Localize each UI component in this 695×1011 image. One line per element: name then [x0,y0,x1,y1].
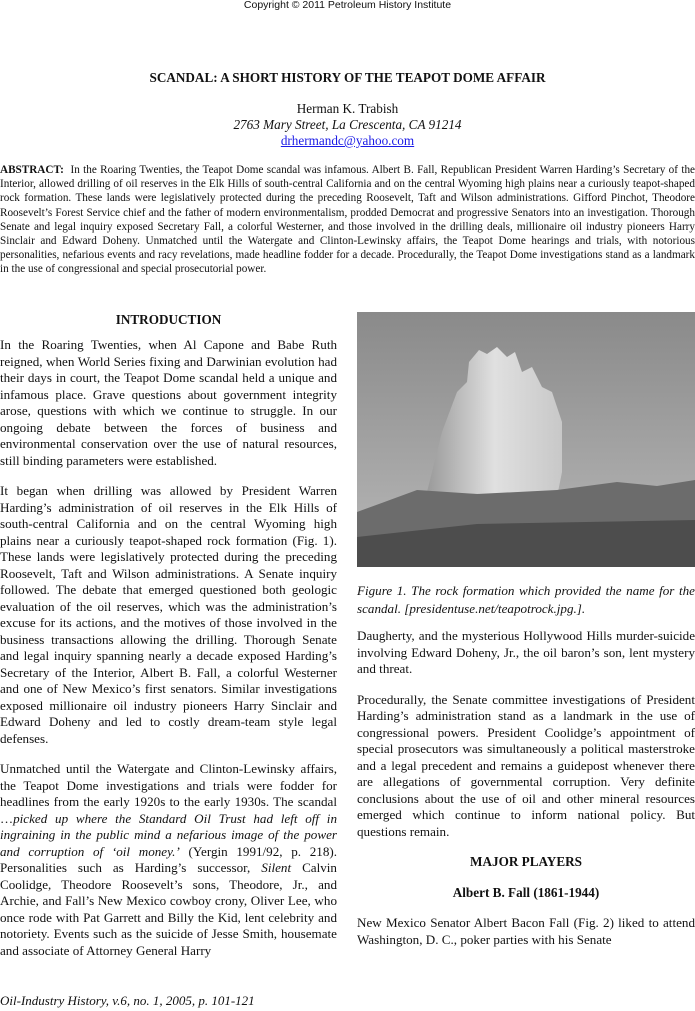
text: Unmatched until the Watergate and Clinton-Lewinsky affairs, the Teapot Dome investigations and trials were fodder for headlines from the early 1920s to the early 1930s. The scandal … [0,761,337,826]
abstract-text: In the Roaring Twenties, the Teapot Dome scandal was infamous. Albert B. Fall, Republican President Warren Harding’s Secretary of the Interior, allowed drilling of oil reserves in the Elk Hills of south-central California and on the central Wyoming high plains near a curiously teapot-shaped rock formation. These lands were legislatively protected during the preceding Roosevelt, Taft and Wilson administrations. Gifford Pinchot, Theodore Roosevelt’s Forest Service chief and the father of modern environmentalism, prodded Democrat and progressive Senators into an investigation. Thorough Senate and legal inquiry exposed Secretary Fall, a colorful Westerner, and those involved in the drilling deals, millionaire oil industry pioneers Harry Sinclair and Edward Doheny. Unmatched until the Watergate and Clinton-Lewinsky affairs, the Teapot Dome hearings and trials, with notorious personalities, nefarious events and racy revelations, made headline fodder for a decade. Procedurally, the Teapot Dome investigations stand as a landmark in the use of congressional and special prosecutorial power. [0,164,695,276]
subheading-albert-fall: Albert B. Fall (1861-1944) [452,884,600,900]
section-heading-introduction: INTRODUCTION [115,312,222,327]
author-name: Herman K. Trabish [296,101,399,116]
section-heading-major-players: MAJOR PLAYERS [470,854,582,869]
author-block [0,101,695,149]
paragraph: In the Roaring Twenties, when Al Capone and Babe Ruth reigned, when World Series fixing and Darwinian evolution had their days in court, the Teapot Dome scandal held a unique and infamous place. Grave questions about government integrity arose, questions with which we continue to struggle. In our ongoing debate between the forces of business and environmental conservation over the use of natural resources, still binding parameters were established. [0,337,337,468]
left-column [0,337,337,973]
abstract [0,163,695,277]
paragraph: It began when drilling was allowed by President Warren Harding’s administration of oil reserves in the Elk Hills of south-central California and on the central Wyoming high plains near a curiously teapot-shaped rock formation (Fig. 1). These lands were legislatively protected during the preceding Roosevelt, Taft and Wilson administrations. A Senate inquiry followed. The debate that emerged questioned both geologic evaluation of the oil reserves, which was the administration’s excuse for its actions, and the motives of those involved in the business transactions allowing the drilling. Thorough Senate and legal inquiry spanning nearly a decade exposed Harding’s Secretary of the Interior, Albert B. Fall, a colorful Westerner and one of New Mexico’s first senators. Similar investigations exposed millionaire oil industry pioneers Harry Sinclair and Edward Doheny and led to costly dream-team style legal defenses. [0,483,337,746]
paragraph [0,761,337,959]
emphasis: Silent [261,860,292,875]
author-email-link[interactable]: drhermandc@yahoo.com [280,133,415,148]
copyright-notice: Copyright © 2011 Petroleum History Institute [243,0,452,11]
quote: picked up where the Standard Oil Trust had left off in ingraining in the public mind a nefarious image of the power and corruption of ‘oil money.’ [0,810,337,859]
journal-citation-footer: Oil-Industry History, v.6, no. 1, 2005, p. 101-121 [0,993,255,1008]
author-address: 2763 Mary Street, La Crescenta, CA 91214 [233,117,462,132]
paragraph: New Mexico Senator Albert Bacon Fall (Fig. 2) liked to attend Washington, D. C., poker parties with his Senate [357,915,695,947]
paragraph: Procedurally, the Senate committee investigations of President Harding’s administration stand as a landmark in the use of congressional powers. President Coolidge’s appointment of special prosecutors was simultaneously a political masterstroke and a legal precedent and remains a guidepost whenever there are allegations of governmental corruption. Very definite conclusions about the use of oil and other mineral resources emerged which continue to inform national policy. But questions remain. [357,691,695,839]
figure-1-caption: Figure 1. The rock formation which provided the name for the scandal. [presidentuse.net/teapotrock.jpg.]. [357,583,695,616]
right-column [357,628,695,962]
text: (Yergin 1991/92, p. 218). Personalities such as Harding’s successor, [0,843,337,875]
abstract-label: ABSTRACT: [0,164,64,176]
text: Calvin Coolidge, Theodore Roosevelt’s sons, Theodore, Jr., and Archie, and Fall’s New Mexico cowboy crony, Oliver Lee, who once rode with Pat Garrett and Billy the Kid, lent celebrity and notoriety. Events such as the suicide of Jesse Smith, housemate and associate of Attorney General Harry [0,860,337,958]
paragraph: Daugherty, and the mysterious Hollywood Hills murder-suicide involving Edward Doheny, Jr., the oil baron’s son, lent mystery and threat. [357,628,695,676]
figure-1-teapot-rock-photo [357,312,695,567]
paper-title: SCANDAL: A SHORT HISTORY OF THE TEAPOT DOME AFFAIR [149,70,546,85]
